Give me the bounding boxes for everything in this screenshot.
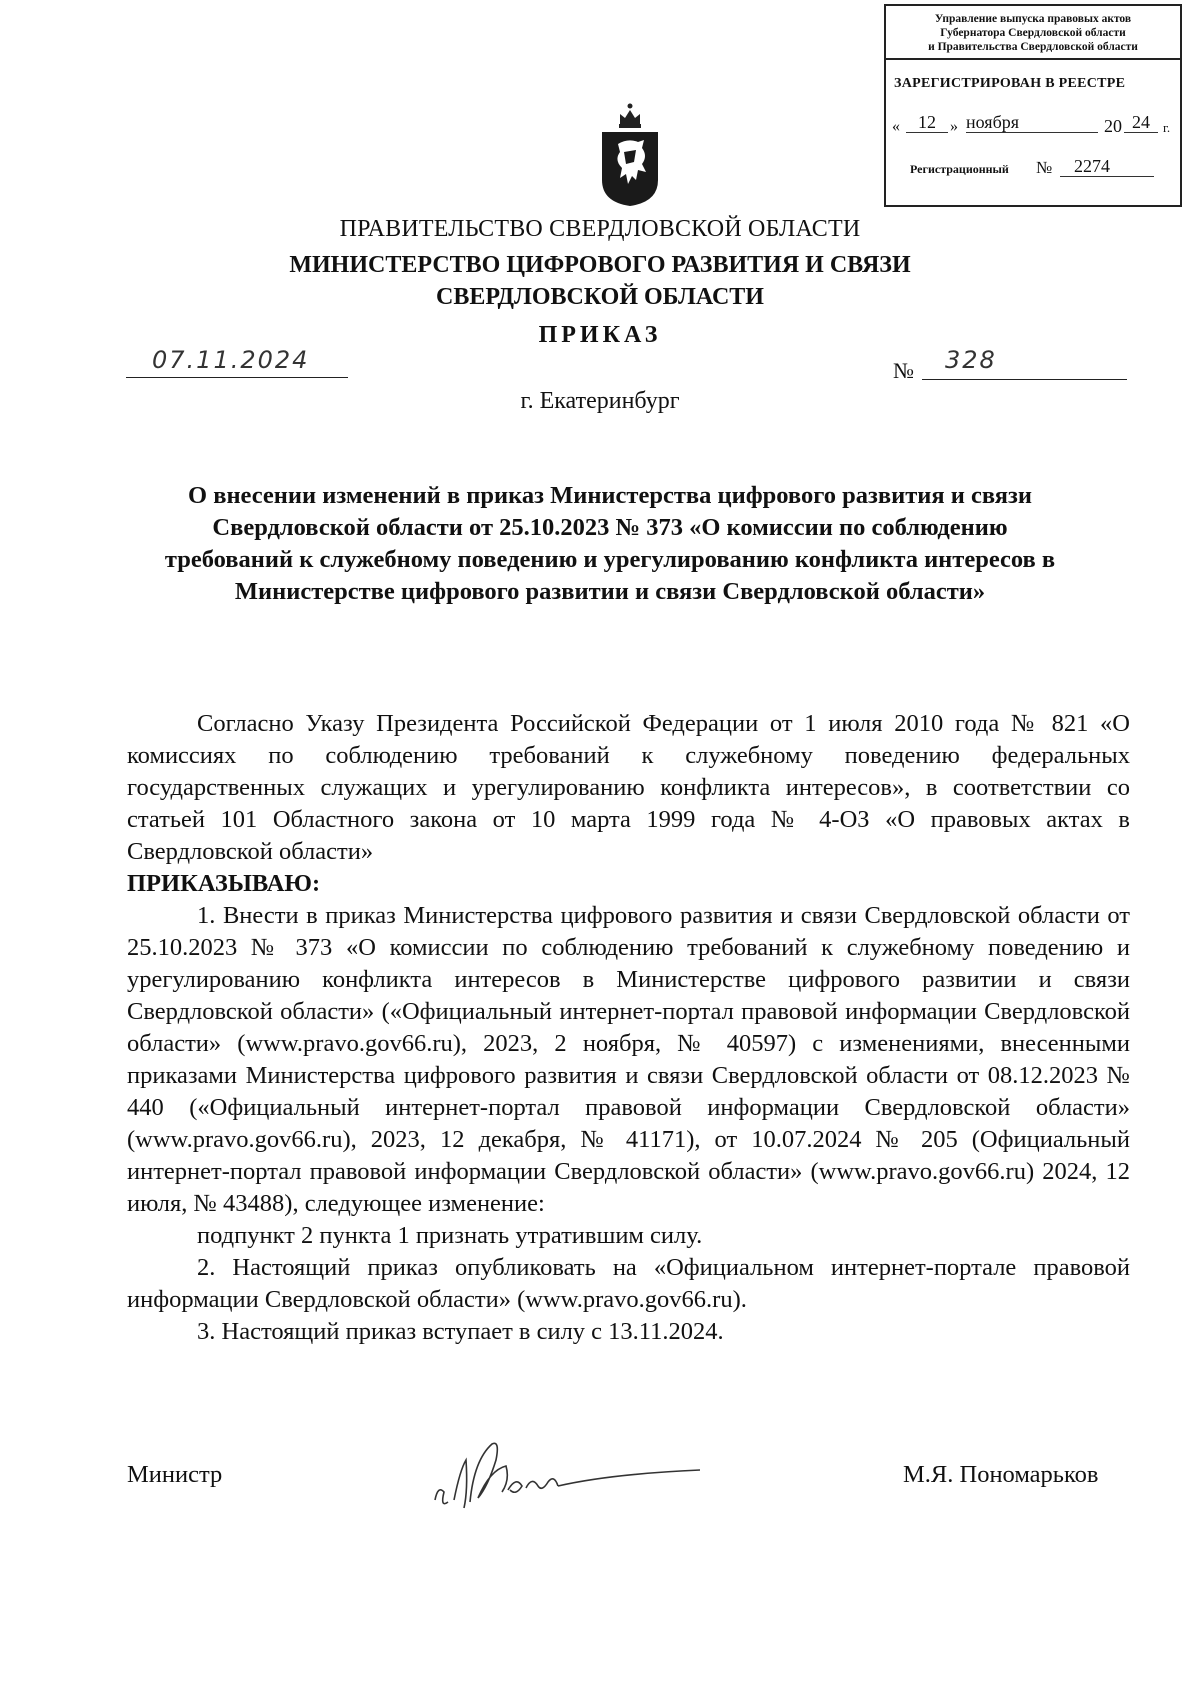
order-date: 07.11.2024 (152, 346, 310, 374)
signer-name: М.Я. Пономарьков (903, 1461, 1099, 1488)
stamp-registered-label: ЗАРЕГИСТРИРОВАН В РЕЕСТРЕ (894, 76, 1126, 91)
handwritten-signature (430, 1430, 710, 1520)
stamp-year-mark: г. (1163, 120, 1171, 135)
coat-of-arms-icon (598, 102, 662, 208)
ministry-title-line1: МИНИСТЕРСТВО ЦИФРОВОГО РАЗВИТИЯ И СВЯЗИ (289, 252, 911, 278)
city: г. Екатеринбург (520, 388, 680, 414)
stamp-regno: 2274 (1060, 156, 1154, 177)
stamp-quote-close: » (950, 118, 958, 135)
item-3-paragraph: 3. Настоящий приказ вступает в силу с 13.11.2024. (197, 1318, 724, 1345)
document-body (127, 708, 1130, 1348)
item-1-subparagraph: подпункт 2 пункта 1 признать утратившим силу. (197, 1222, 703, 1249)
stamp-day: 12 (906, 112, 948, 133)
order-number-label: № (893, 358, 914, 383)
order-number: 328 (945, 346, 997, 374)
stamp-header-line: Губернатора Свердловской области (940, 27, 1126, 39)
document-type: ПРИКАЗ (538, 322, 662, 348)
registration-stamp (884, 4, 1182, 207)
stamp-regno-sign: № (1036, 158, 1053, 177)
stamp-year: 24 (1124, 112, 1158, 133)
government-title: ПРАВИТЕЛЬСТВО СВЕРДЛОВСКОЙ ОБЛАСТИ (339, 216, 861, 242)
item-1-paragraph: 1. Внести в приказ Министерства цифрового развития и связи Свердловской области от 25.10.2023 № 373 «О комиссии по соблюдению требований к служебному поведению и урегулированию конфликта интересов в Министерстве цифрового развитии и связи Свердловской области» («Официальный интернет-портал правовой информации Свердловской области» (www.pravo.gov66.ru), 2023, 2 ноября, № 40597) с изменениями, внесенными приказами Министерства цифрового развития и связи Свердловской области от 08.12.2023 № 440 («Официальный интернет-портал правовой информации Свердловской области» (www.pravo.gov66.ru), 2023, 12 декабря, № 41171), от 10.07.2024 № 205 (Официальный интернет-портал правовой информации Свердловской области» (www.pravo.gov66.ru) 2024, 12 июля, № 43488), следующее изменение: (127, 902, 1130, 1217)
stamp-year-prefix: 20 (1104, 116, 1122, 136)
ministry-title-line2: СВЕРДЛОВСКОЙ ОБЛАСТИ (436, 284, 764, 310)
stamp-month: ноября (966, 112, 1098, 133)
signer-position: Министр (127, 1461, 223, 1488)
preamble-paragraph: Согласно Указу Президента Российской Федерации от 1 июля 2010 года № 821 «О комиссиях по соблюдению требований к служебному поведению федеральных государственных служащих и урегулированию конфликта интересов», в соответствии со статьей 101 Областного закона от 10 марта 1999 года № 4-ОЗ «О правовых актах в Свердловской области» (127, 710, 1130, 865)
stamp-header (886, 6, 1180, 60)
order-word: ПРИКАЗЫВАЮ: (127, 870, 321, 897)
stamp-header-line: Управление выпуска правовых актов (934, 13, 1132, 25)
stamp-regno-label: Регистрационный (910, 162, 1009, 176)
document-title: О внесении изменений в приказ Министерства цифрового развития и связи Свердловской области от 25.10.2023 № 373 «О комиссии по соблюдению требований к служебному поведению и урегулированию конфликта интересов в Министерстве цифрового развитии и связи Свердловской области» (164, 482, 1056, 605)
item-2-paragraph: 2. Настоящий приказ опубликовать на «Официальном интернет-портале правовой информации Свердловской области» (www.pravo.gov66.ru). (127, 1254, 1130, 1313)
stamp-header-line: и Правительства Свердловской области (928, 41, 1138, 53)
stamp-quote-open: « (892, 118, 900, 135)
